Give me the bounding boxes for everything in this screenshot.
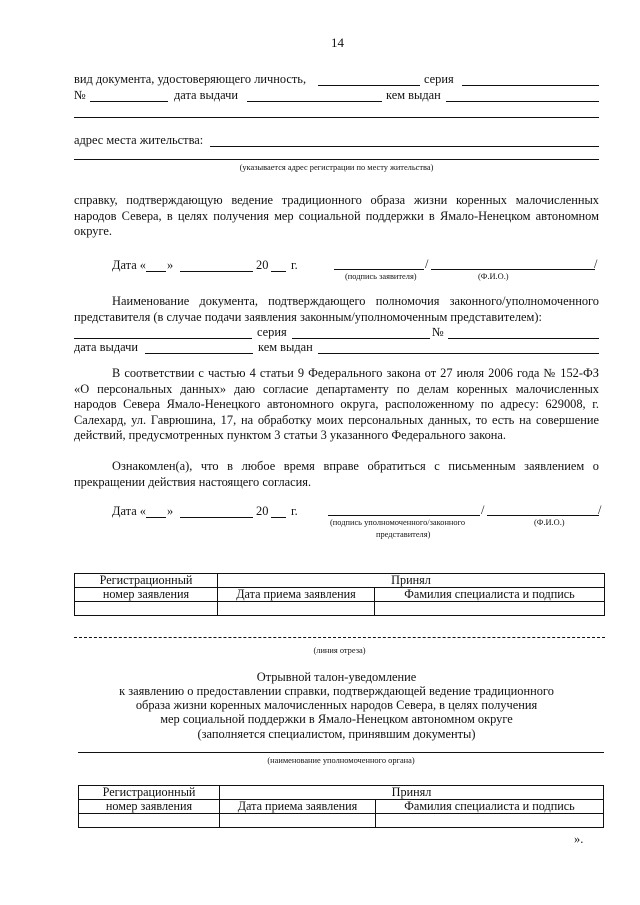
fio-hint-1: (Ф.И.О.) <box>478 272 509 281</box>
slash-1: / <box>425 257 429 271</box>
year-suffix-1: г. <box>291 258 298 272</box>
identity-series-field[interactable] <box>462 85 599 86</box>
signature-field-2[interactable] <box>328 515 480 516</box>
organ-field[interactable] <box>78 752 604 753</box>
identity-issue-date-label: дата выдачи <box>174 88 238 102</box>
year-field-1[interactable] <box>271 271 286 272</box>
rep-issue-date-label: дата выдачи <box>74 340 138 354</box>
year-field-2[interactable] <box>271 517 286 518</box>
organ-hint: (наименование уполномоченного органа) <box>267 756 415 765</box>
identity-issued-by-field[interactable] <box>446 101 599 102</box>
registration-table-2 <box>78 785 604 828</box>
year-prefix-2: 20 <box>256 504 269 518</box>
address-hint: (указывается адрес регистрации по месту жительства) <box>239 163 434 172</box>
reg-number-cell-2[interactable] <box>79 814 220 828</box>
reg-number-header-2-line2: номер заявления <box>79 800 220 814</box>
slip-title-4: мер социальной поддержки в Ямало-Ненецком автономном округе <box>160 712 513 726</box>
name-cell-2[interactable] <box>376 814 604 828</box>
closing-mark: ». <box>574 832 584 846</box>
date-prefix-2: Дата « <box>112 504 146 518</box>
reg-number-header-2: Регистрационный <box>79 786 220 800</box>
signature-hint-2b: представителя) <box>376 530 431 539</box>
reg-number-header: Регистрационный <box>75 574 218 588</box>
fio-field-1[interactable] <box>431 269 595 270</box>
rep-issue-date-field[interactable] <box>145 353 253 354</box>
signature-hint-2a: (подпись уполномоченного/законного <box>330 518 466 527</box>
page-number: 14 <box>331 35 344 50</box>
slash-2: / <box>481 503 485 517</box>
identity-extra-line[interactable] <box>74 117 599 118</box>
identity-doc-field[interactable] <box>318 85 420 86</box>
slip-title-1: Отрывной талон-уведомление <box>256 670 417 684</box>
identity-doc-label: вид документа, удостоверяющего личность, <box>74 72 307 86</box>
date-mid-2: » <box>167 504 174 518</box>
address-field-line2[interactable] <box>74 159 599 160</box>
date-day-field-2[interactable] <box>146 517 166 518</box>
year-prefix-1: 20 <box>256 258 269 272</box>
accepted-header-2: Принял <box>220 786 604 800</box>
address-field[interactable] <box>210 146 599 147</box>
rep-series-field[interactable] <box>292 338 430 339</box>
date-prefix-1: Дата « <box>112 258 146 272</box>
purpose-paragraph: справку, подтверждающую ведение традиционного образа жизни коренных малочисленных народов Севера, в целях получения мер социальной поддержки в Ямало-Ненецком автономном округе. <box>74 193 599 238</box>
date-month-field-2[interactable] <box>180 517 253 518</box>
identity-issue-date-field[interactable] <box>247 101 382 102</box>
slash-1b: / <box>594 257 598 271</box>
representative-doc-field[interactable] <box>74 338 252 339</box>
col-name-header-2: Фамилия специалиста и подпись <box>376 800 604 814</box>
rep-series-label: серия <box>257 325 287 339</box>
col-date-header: Дата приема заявления <box>218 588 375 602</box>
fio-field-2[interactable] <box>487 515 599 516</box>
identity-number-field[interactable] <box>90 101 168 102</box>
date-month-field-1[interactable] <box>180 271 253 272</box>
reg-number-cell[interactable] <box>75 602 218 616</box>
reg-number-header-line2: номер заявления <box>75 588 218 602</box>
col-date-header-2: Дата приема заявления <box>220 800 376 814</box>
identity-number-label: № <box>74 88 86 102</box>
date-day-field-1[interactable] <box>146 271 166 272</box>
accepted-header: Принял <box>218 574 605 588</box>
slip-title-3: образа жизни коренных малочисленных народов Севера, в целях получения <box>135 698 538 712</box>
consent-paragraph: В соответствии с частью 4 статьи 9 Федерального закона от 27 июля 2006 года № 152-ФЗ «О персональных данных» даю согласие департаменту по делам коренных малочисленных народов Севера Ямало-Ненецкого автономного округа, расположенному по адресу: 629008, г. Салехард, ул. Гаврюшина, 17, на обработку моих персональных данных, то есть на совершение действий, предусмотренных пунктом 3 статьи 3 указанного Федерального закона. <box>74 366 599 442</box>
date-mid-1: » <box>167 258 174 272</box>
identity-issued-by-label: кем выдан <box>386 88 441 102</box>
cut-label: (линия отреза) <box>313 646 366 655</box>
fio-hint-2: (Ф.И.О.) <box>534 518 565 527</box>
representative-paragraph: Наименование документа, подтверждающего полномочия законного/уполномоченного представителя (в случае подачи заявления законным/уполномоченным представителем): <box>74 294 599 324</box>
rep-number-field[interactable] <box>448 338 599 339</box>
name-cell[interactable] <box>375 602 605 616</box>
cut-line <box>74 637 605 638</box>
registration-table-1 <box>74 573 605 616</box>
date-cell-2[interactable] <box>220 814 376 828</box>
slip-title-5: (заполняется специалистом, принявшим документы) <box>197 727 476 741</box>
signature-hint-1: (подпись заявителя) <box>345 272 417 281</box>
year-suffix-2: г. <box>291 504 298 518</box>
rep-issued-by-label: кем выдан <box>258 340 313 354</box>
rep-issued-by-field[interactable] <box>318 353 599 354</box>
slash-2b: / <box>598 503 602 517</box>
consent-notice: Ознакомлен(а), что в любое время вправе обратиться с письменным заявлением о прекращении действия настоящего согласия. <box>74 459 599 489</box>
address-label: адрес места жительства: <box>74 133 204 147</box>
slip-title-2: к заявлению о предоставлении справки, подтверждающей ведение традиционного <box>119 684 554 698</box>
identity-series-label: серия <box>424 72 454 86</box>
col-name-header: Фамилия специалиста и подпись <box>375 588 605 602</box>
rep-number-label: № <box>432 325 444 339</box>
signature-field-1[interactable] <box>334 269 424 270</box>
date-cell[interactable] <box>218 602 375 616</box>
